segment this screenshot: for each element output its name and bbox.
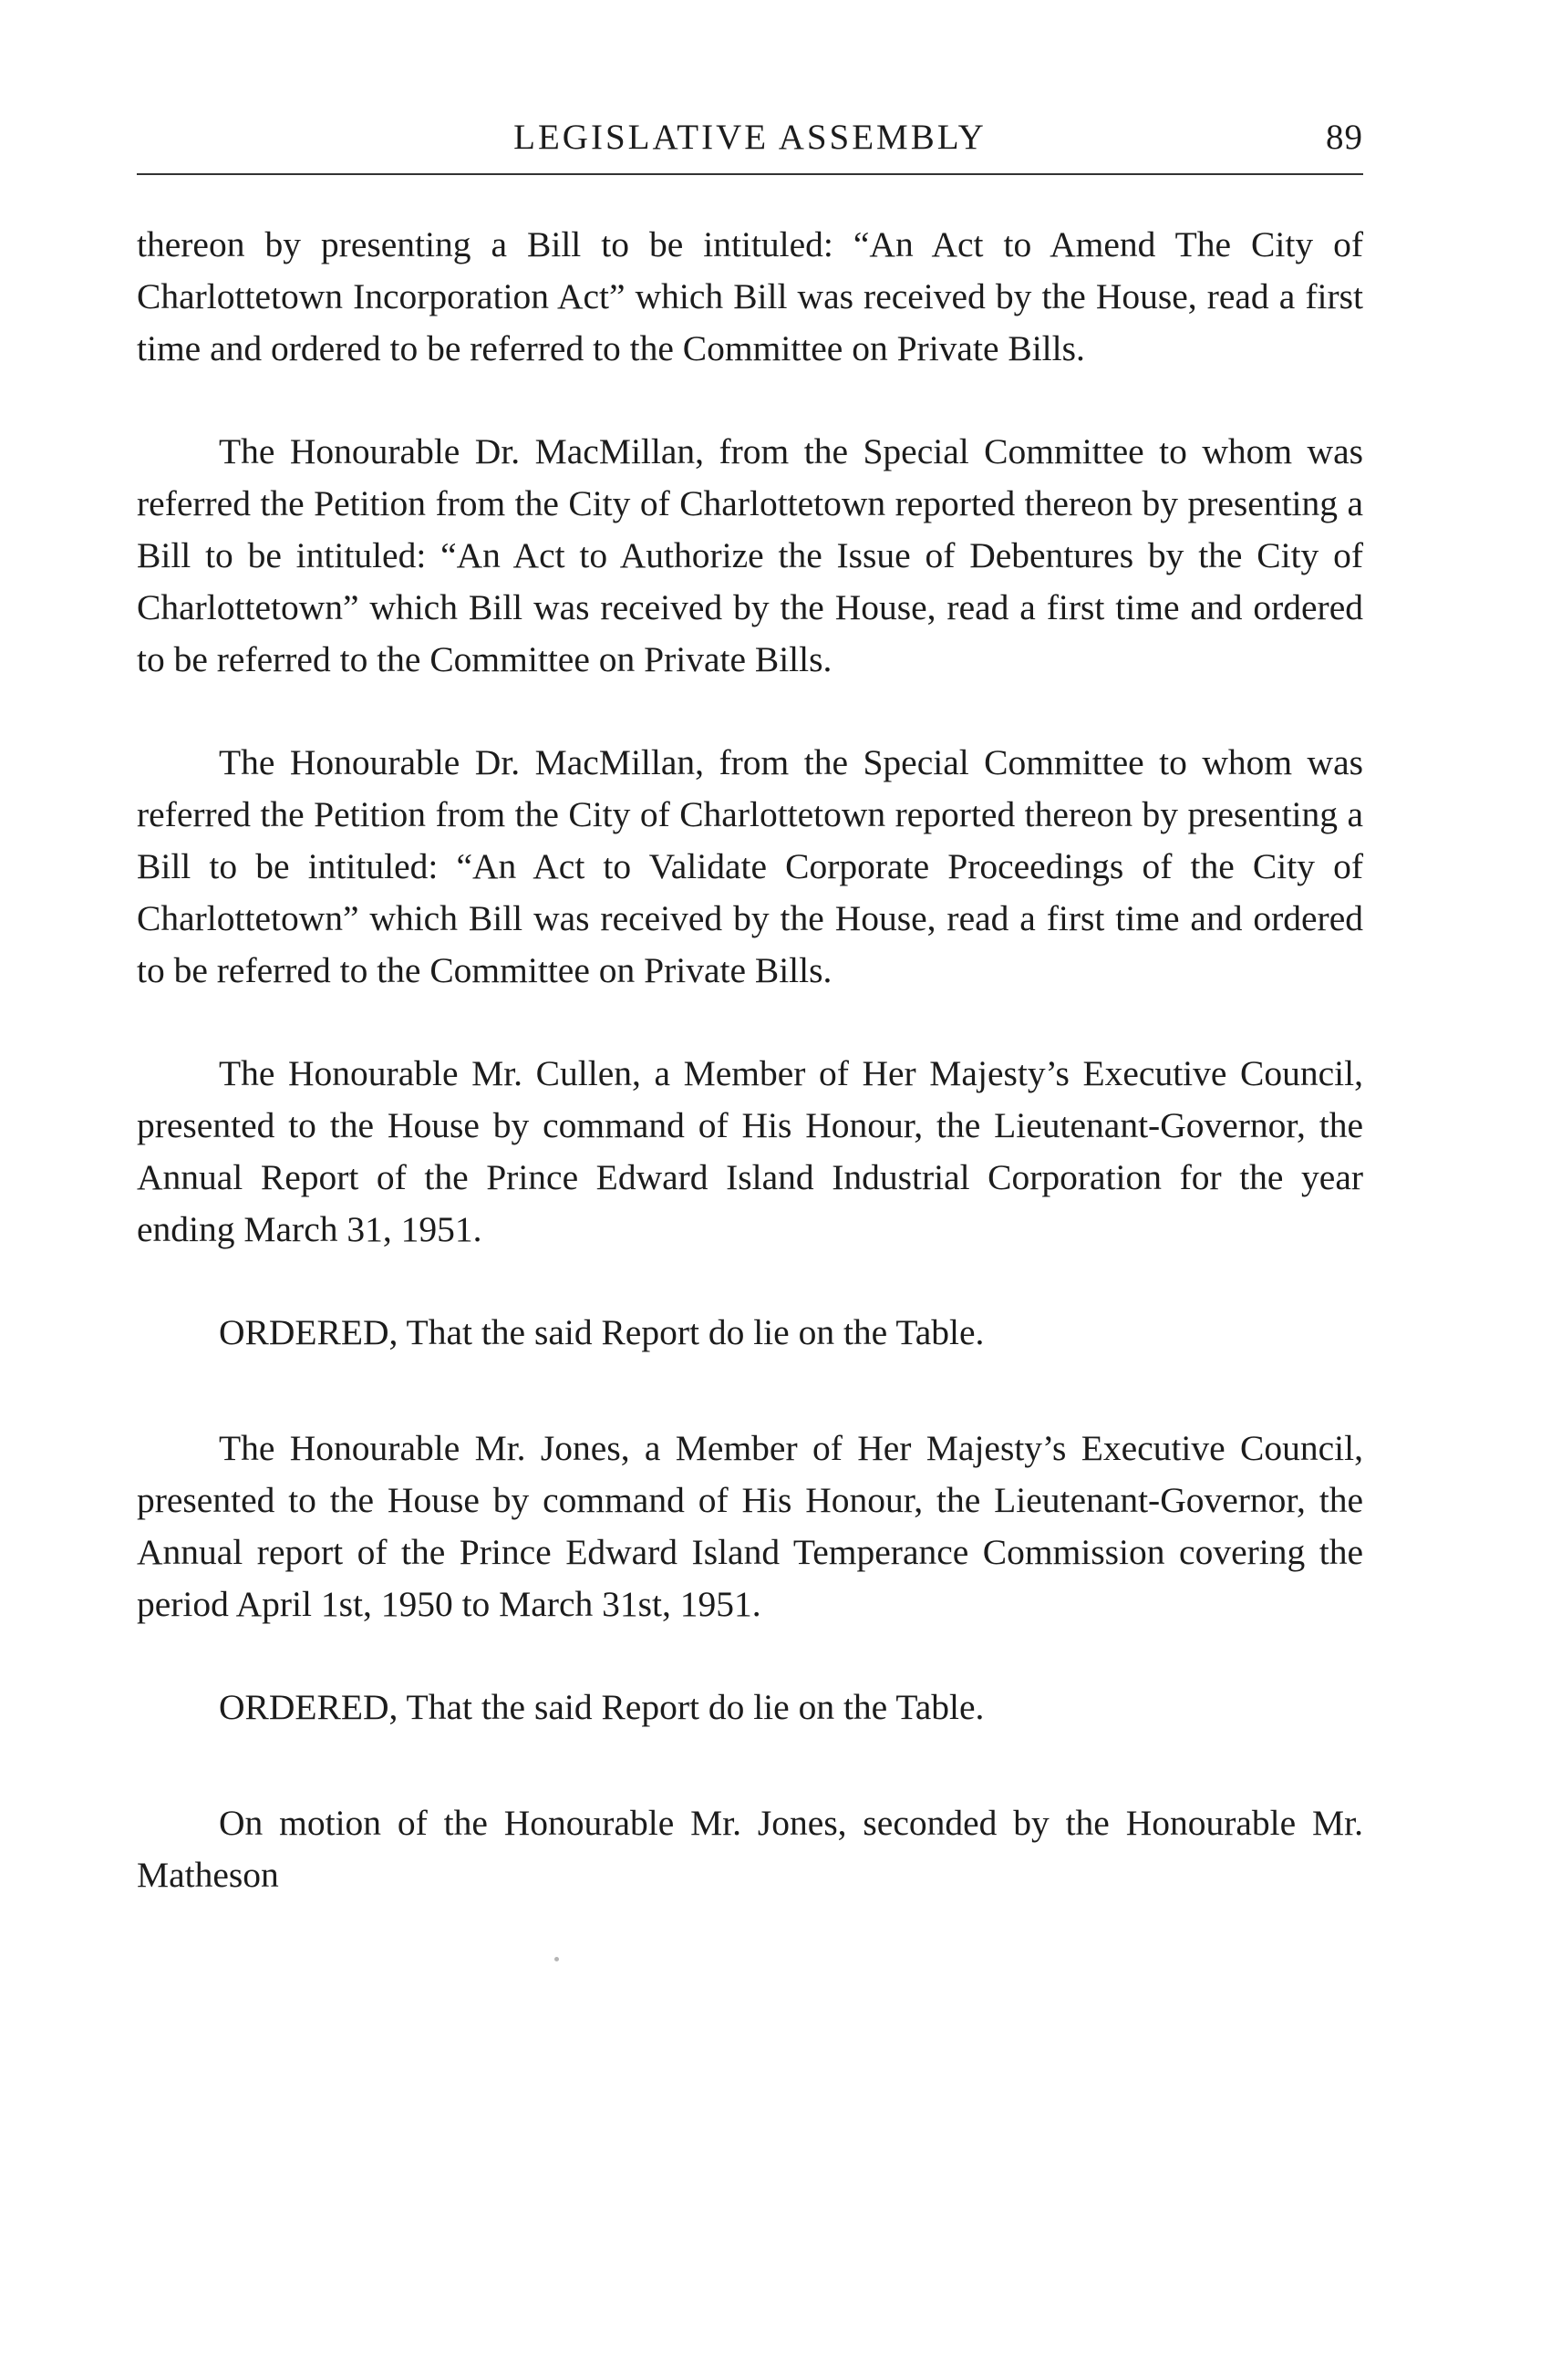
ink-speck [554, 1957, 559, 1961]
running-header [137, 117, 1363, 171]
paragraph-debentures-bill: The Honourable Dr. MacMillan, from the Special Committee to whom was referred the Petition from the City of Charlottetown reported thereon by presenting a Bill to be intituled: “An Act to Authorize the Issue of Debentures by the City of Charlottetown” which Bill was received by the House, read a first time and ordered to be referred to the Committee on Private Bills. [137, 431, 1363, 679]
paragraph-ordered-2: ORDERED, That the said Report do lie on the Table. [219, 1687, 985, 1727]
paragraph-ordered-1: ORDERED, That the said Report do lie on the Table. [219, 1312, 985, 1352]
paragraph-motion: On motion of the Honourable Mr. Jones, seconded by the Honourable Mr. Matheson [137, 1803, 1363, 1895]
document-page [137, 0, 1363, 2380]
paragraph-industrial-report: The Honourable Mr. Cullen, a Member of Her Majesty’s Executive Council, presented to the House by command of His Honour, the Lieutenant-Governor, the Annual Report of the Prince Edward Island Industrial Corporation for the year ending March 31, 1951. [137, 1053, 1363, 1249]
page-number: 89 [1326, 118, 1363, 157]
paragraph-validate-bill: The Honourable Dr. MacMillan, from the Special Committee to whom was referred the Petition from the City of Charlottetown reported thereon by presenting a Bill to be intituled: “An Act to Validate Corporate Proceedings of the City of Charlottetown” which Bill was received by the House, read a first time and ordered to be referred to the Committee on Private Bills. [137, 742, 1363, 990]
running-title: LEGISLATIVE ASSEMBLY [513, 118, 987, 157]
header-rule [137, 173, 1363, 175]
paragraph-continuation: thereon by presenting a Bill to be intituled: “An Act to Amend The City of Charlottetown Incorporation Act” which Bill was received by the House, read a first time and ordered to be referred to the Committee on Private Bills. [137, 224, 1363, 368]
paragraph-temperance-report: The Honourable Mr. Jones, a Member of Her Majesty’s Executive Council, presented to the House by command of His Honour, the Lieutenant-Governor, the Annual report of the Prince Edward Island Temperance Commission covering the period April 1st, 1950 to March 31st, 1951. [137, 1428, 1363, 1624]
body-text [137, 219, 1363, 1952]
